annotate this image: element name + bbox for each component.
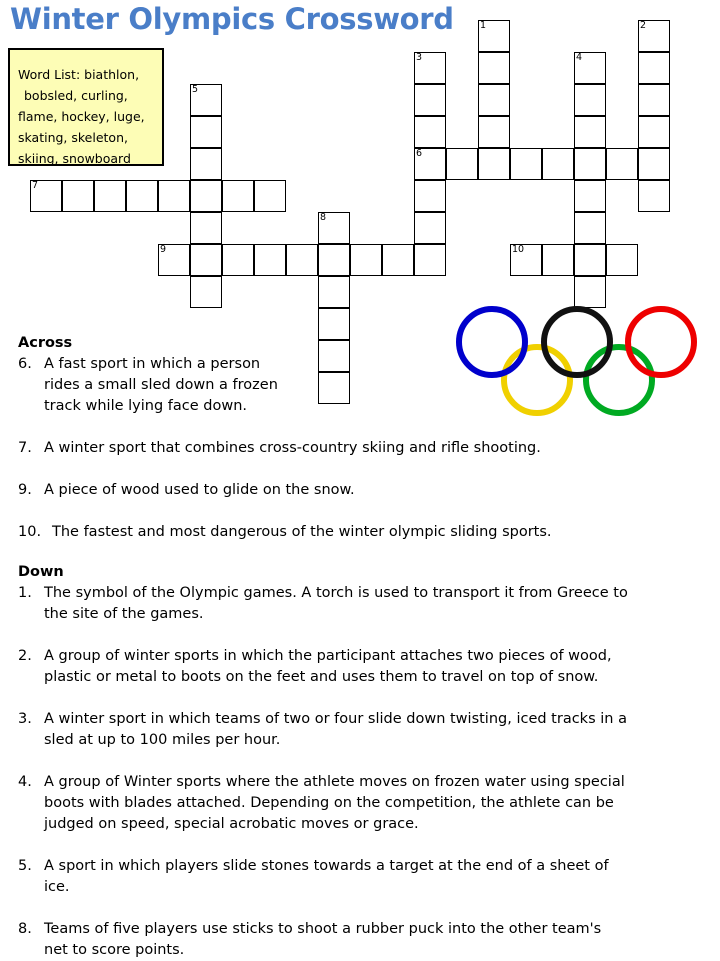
grid-cell[interactable]: [350, 244, 382, 276]
clue-number-label: 3: [416, 52, 423, 63]
grid-cell[interactable]: [190, 212, 222, 244]
across-clues: [18, 333, 552, 543]
clue-text: net to score points.: [44, 942, 185, 958]
clue-number-label: 8: [320, 212, 327, 223]
grid-cell[interactable]: [190, 276, 222, 308]
down-clues: [18, 562, 628, 961]
clue-text: sled at up to 100 miles per hour.: [44, 732, 281, 748]
clue-across-7: [18, 438, 552, 459]
grid-cell[interactable]: [254, 244, 286, 276]
across-heading: Across: [18, 335, 73, 351]
clue-number: 4.: [18, 774, 32, 790]
clue-text: judged on speed, special acrobatic moves or grace.: [44, 816, 419, 832]
clue-text: ice.: [44, 879, 70, 895]
word-list-line: skating, skeleton,: [18, 130, 128, 145]
grid-cell[interactable]: [606, 244, 638, 276]
clue-text: A sport in which players slide stones towards a target at the end of a sheet of: [44, 858, 609, 874]
down-heading: Down: [18, 564, 64, 580]
grid-cell[interactable]: [574, 244, 606, 276]
grid-cell[interactable]: [638, 84, 670, 116]
clue-number: 1.: [18, 585, 32, 601]
clue-down-1: [18, 583, 628, 625]
clue-text: A piece of wood used to glide on the snow.: [44, 482, 355, 498]
word-list-line: flame, hockey, luge,: [18, 109, 145, 124]
grid-cell[interactable]: [478, 116, 510, 148]
red-ring: [628, 309, 694, 375]
clue-text: A fast sport in which a person: [44, 356, 261, 372]
word-list-line: Word List: biathlon,: [18, 67, 140, 82]
clue-text: A group of Winter sports where the athlete moves on frozen water using special: [44, 774, 625, 790]
word-list-line: bobsled, curling,: [24, 88, 128, 103]
clue-number-label: 10: [512, 244, 525, 255]
clue-number-label: 4: [576, 52, 583, 63]
grid-cell[interactable]: [190, 244, 222, 276]
clue-text: track while lying face down.: [44, 398, 248, 414]
word-list-box: [8, 48, 164, 166]
grid-cell[interactable]: [62, 180, 94, 212]
clue-number: 7.: [18, 440, 32, 456]
grid-cell[interactable]: [574, 148, 606, 180]
clue-number-label: 9: [160, 244, 167, 255]
clue-number-label: 2: [640, 20, 647, 31]
grid-cell[interactable]: [414, 84, 446, 116]
clue-text: the site of the games.: [44, 606, 204, 622]
grid-cell[interactable]: [190, 148, 222, 180]
grid-cell[interactable]: [222, 180, 254, 212]
grid-cell[interactable]: [414, 212, 446, 244]
clue-text: rides a small sled down a frozen: [44, 377, 278, 393]
clue-number-label: 5: [192, 84, 199, 95]
grid-cell[interactable]: [574, 116, 606, 148]
clue-across-6: [18, 354, 552, 417]
grid-cell[interactable]: [478, 148, 510, 180]
grid-cell[interactable]: [318, 244, 350, 276]
grid-cell[interactable]: [126, 180, 158, 212]
clue-across-9: [18, 480, 552, 501]
grid-cell[interactable]: [382, 244, 414, 276]
page-title: Winter Olympics Crossword: [10, 2, 454, 36]
grid-cell[interactable]: [254, 180, 286, 212]
clue-text: A winter sport that combines cross-country skiing and rifle shooting.: [44, 440, 541, 456]
grid-cell[interactable]: [414, 180, 446, 212]
grid-cell[interactable]: [638, 148, 670, 180]
green-ring: [586, 347, 652, 413]
clue-across-10: [18, 522, 552, 543]
clue-text: A winter sport in which teams of two or four slide down twisting, iced tracks in a: [44, 711, 627, 727]
clue-text: boots with blades attached. Depending on the competition, the athlete can be: [44, 795, 614, 811]
clue-number: 5.: [18, 858, 32, 874]
grid-cell[interactable]: [222, 244, 254, 276]
grid-cell[interactable]: [158, 180, 190, 212]
grid-cell[interactable]: [414, 116, 446, 148]
clue-number: 10.: [18, 524, 42, 540]
grid-cell[interactable]: [638, 52, 670, 84]
grid-cell[interactable]: [94, 180, 126, 212]
clue-text: The fastest and most dangerous of the winter olympic sliding sports.: [52, 524, 552, 540]
grid-cell[interactable]: [478, 84, 510, 116]
clue-down-5: [18, 856, 628, 898]
clue-number: 6.: [18, 356, 32, 372]
grid-cell[interactable]: [478, 52, 510, 84]
grid-cell[interactable]: [190, 116, 222, 148]
grid-cell[interactable]: [542, 148, 574, 180]
clue-text: A group of winter sports in which the participant attaches two pieces of wood,: [44, 648, 612, 664]
grid-cell[interactable]: [574, 84, 606, 116]
clue-text: plastic or metal to boots on the feet and uses them to travel on top of snow.: [44, 669, 599, 685]
grid-cell[interactable]: [318, 276, 350, 308]
clue-down-2: [18, 646, 628, 688]
clue-text: Teams of five players use sticks to shoot a rubber puck into the other team's: [44, 921, 602, 937]
grid-cell[interactable]: [510, 148, 542, 180]
clue-number-label: 6: [416, 148, 423, 159]
grid-cell[interactable]: [638, 116, 670, 148]
clue-number: 3.: [18, 711, 32, 727]
grid-cell[interactable]: [606, 148, 638, 180]
grid-cell[interactable]: [542, 244, 574, 276]
grid-cell[interactable]: [574, 180, 606, 212]
grid-cell[interactable]: [446, 148, 478, 180]
grid-cell[interactable]: [286, 244, 318, 276]
grid-cell[interactable]: [190, 180, 222, 212]
grid-cell[interactable]: [414, 244, 446, 276]
clue-number: 9.: [18, 482, 32, 498]
clue-number: 2.: [18, 648, 32, 664]
black-ring: [544, 309, 610, 375]
clue-down-4: [18, 772, 628, 835]
clue-number-label: 1: [480, 20, 487, 31]
clue-number: 8.: [18, 921, 32, 937]
grid-cell[interactable]: [574, 212, 606, 244]
word-list-line: skiing, snowboard: [18, 151, 131, 166]
clue-number-label: 7: [32, 180, 39, 191]
clue-down-3: [18, 709, 628, 751]
clue-text: The symbol of the Olympic games. A torch is used to transport it from Greece to: [44, 585, 628, 601]
clue-down-8: [18, 919, 628, 961]
grid-cell[interactable]: [638, 180, 670, 212]
